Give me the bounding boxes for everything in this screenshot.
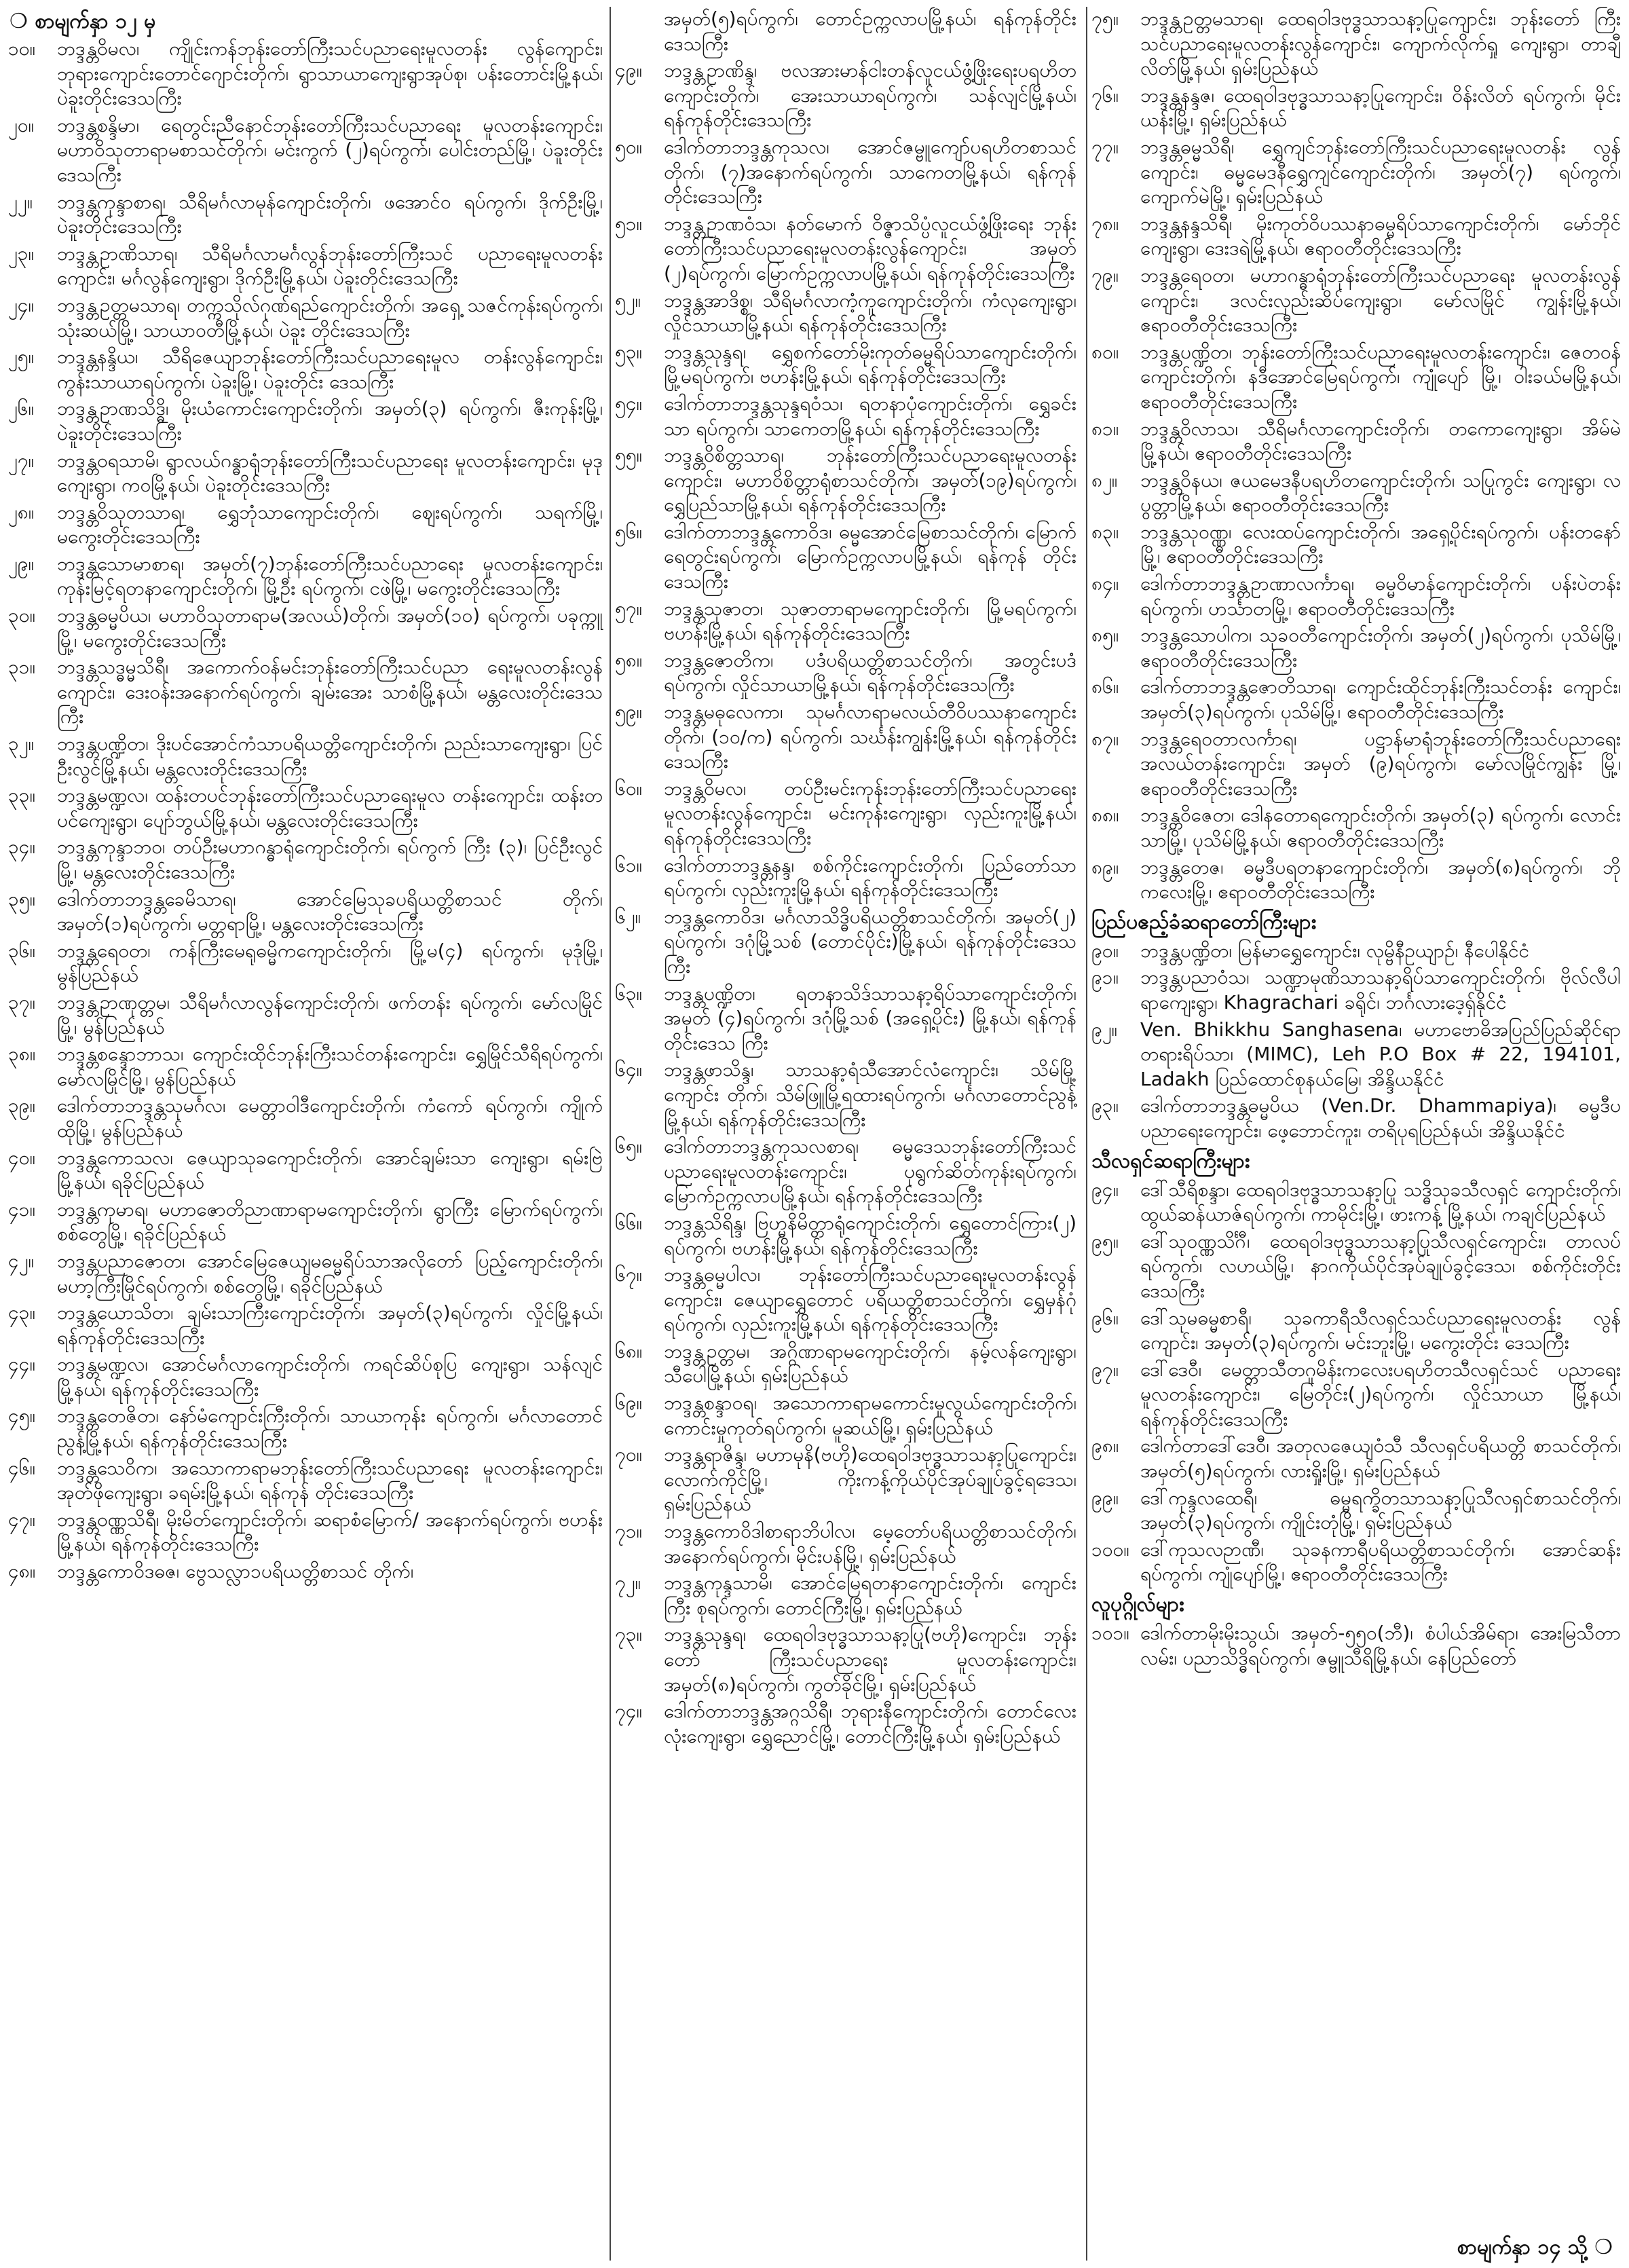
list-item [1091,1178,1621,1227]
item-number: ၉၈။ [1091,1434,1119,1457]
item-number: ၂၈။ [8,500,35,523]
item-number: ၈၉။ [1091,855,1119,878]
list-item [8,1197,603,1247]
item-text: ဘဒ္ဒန္တဥာဏသိဒ္ဓိ၊ မိုးယံကောင်းကျောင်းတိုက်၊ အမှတ်(၃) ရပ်ကွက်၊ ဇီးကုန်းမြို့၊ ပဲခူးတိုင်းဒေသကြီး [57,397,603,445]
list-item [1091,572,1621,621]
item-number: ၈၁။ [1091,417,1119,440]
item-number: ၅၁။ [615,212,642,235]
list-item [1091,1229,1621,1304]
item-text: ဘဒ္ဒန္တဝဏ္ဏသိရီ၊ မိုးမိတ်ကျောင်းတိုက်၊ ဆရာစံမြောက်/ အနောက်ရပ်ကွက်၊ ဗဟန်းမြို့နယ်၊ ရန်ကုန်တိုင်းဒေသကြီး [57,1508,603,1556]
item-text: ဘဒ္ဒန္တပဏ္ဍိတ၊ မြန်မာရွှေကျောင်း၊ လုမ္ဗိနီဥယျာဉ်၊ နီပေါနိုင်ငံ [1140,939,1530,962]
item-number: ၃၂။ [8,732,34,756]
list-item [8,783,603,833]
list-item [615,1622,1076,1697]
item-number: ၇၅။ [1091,7,1119,30]
item-text: ဘဒ္ဒန္တဥာဏုတ္တမ၊ သီရိမင်္ဂလာလွန်ကျောင်းတိုက်၊ ဖက်တန်း ရပ်ကွက်၊ မော်လမြိုင်မြို့၊ မွန်ပြည်နယ် [57,990,603,1039]
item-text: ဒေါက်တာဘဒ္ဒန္တကုသလ၊ အောင်ဇမ္ဗူကျော်ပရဟိတစာသင် တိုက်၊ (၇)အနောက်ရပ်ကွက်၊ သာကေတမြို့နယ်၊ ရန်ကုန် တိုင်းဒေသကြီး [664,135,1076,208]
item-text: ဘဒ္ဒန္တမဏ္ဍလ၊ အောင်မင်္ဂလာကျောင်းတိုက်၊ ကရင်ဆိပ်စုပြ ကျေးရွာ၊ သန်လျင်မြို့နယ်၊ ရန်ကုန်တိုင်းဒေသကြီး [57,1353,603,1400]
item-number: ၆၆။ [615,1211,642,1234]
item-text: ဘဒ္ဒန္တဥတ္တမ၊ အဂ္ဂိဏာရာမကျောင်းတိုက်၊ နမ့်လန်ကျေးရွာ၊ သီပေါမြို့နယ်၊ ရှမ်းပြည်နယ် [664,1339,1076,1388]
item-text: ဒေါ်ဒေဝီ၊ မေတ္တာသီတဂူမိန်းကလေးပရဟိတသီလရှင်သင် ပညာရေးမူလတန်းကျောင်း၊ မြေတိုင်း(၂)ရပ်ကွက်၊ လှိုင်သာယာ မြို့နယ်၊ ရန်ကုန်တိုင်းဒေသကြီး [1140,1358,1621,1430]
item-number: ၄၆။ [8,1456,35,1479]
item-number: ၂၉။ [8,552,34,575]
item-number: ၆၃။ [615,982,642,1005]
item-number: ၈၅။ [1091,624,1119,647]
item-number: ၆၄။ [615,1058,642,1081]
list-item [8,732,603,781]
item-number: ၈၄။ [1091,572,1119,595]
list-item [1091,1018,1621,1092]
list-item [1091,855,1621,905]
item-number: ၃၃။ [8,784,35,807]
item-text: ဘဒ္ဒန္တသောပါက၊ သုခဝတီကျောင်းတိုက်၊ အမှတ်(၂)ရပ်ကွက်၊ ပုသိမ်မြို့၊ ဧရာဝတီတိုင်းဒေသကြီး [1140,624,1621,671]
item-text: ဘဒ္ဒန္တဖာသိန္ဒ၊ သာသနာ့ရံသီအောင်လံကျောင်း၊ သိမ်မြို့ကျောင်း တိုက်၊ သိမ်ဖြူမြို့ရထားရပ်ကွက်၊ မင်္ဂလာတောင်ညွန့်မြို့နယ်၊ ရန်ကုန်တိုင်းဒေသကြီး [664,1058,1076,1131]
item-text: ဘဒ္ဒန္တနန္ဒိယ၊ သီရိဇေယျာဘုန်းတော်ကြီးသင်ပညာရေးမူလ တန်းလွန်ကျောင်း၊ ကွန်းသာယာရပ်ကွက်၊ ပဲခူးမြို့၊ ပဲခူးတိုင်း ဒေသကြီး [57,346,603,393]
item-number: ၅၈။ [615,648,643,671]
list-item [8,37,603,111]
item-number: ၇၆။ [1091,83,1119,107]
item-number: ၃၈။ [8,1043,36,1066]
item-number: ၇၃။ [615,1623,642,1646]
item-number: ၅၄။ [615,392,642,415]
item-text: ဒေါက်တာဘဒ္ဒန္တခေမိသာရ၊ အောင်မြေသုခပရိယတ္တိစာသင် တိုက်၊ အမှတ်(၁)ရပ်ကွက်၊ မတ္တရာမြို့၊ မန္တလေးတိုင်းဒေသကြီး [57,887,603,935]
list-item [615,1339,1076,1389]
item-number: ၂၂။ [8,190,33,213]
item-text: ဘဒ္ဒန္တဝိမလ၊ ကျိုင်းကန်ဘုန်းတော်ကြီးသင်ပညာရေးမူလတန်း လွန်ကျောင်း၊ ဘုရားကျောင်းတောင်ဂျောင်းတိုက်၊ ရွာသာယာကျေးရွာအုပ်စု၊ ပန်းတောင်းမြို့နယ်၊ ပဲခူးတိုင်းဒေသကြီး [57,37,603,110]
item-text: ဘဒ္ဒန္တအာဒိစ္စ၊ သီရိမင်္ဂလာကံ့ကူကျောင်းတိုက်၊ ကံလုကျေးရွာ၊ လှိုင်သာယာမြို့နယ်၊ ရန်ကုန်တိုင်းဒေသကြီး [664,289,1076,337]
list-item [1091,83,1621,133]
item-number: ၅၂။ [615,289,641,312]
item-text: ဘဒ္ဒန္တဝရသာမိ၊ ရွာလယ်ဂန္ဓာရုံဘုန်းတော်ကြီးသင်ပညာရေး မူလတန်းကျောင်း၊ မုဒုကျေးရွာ၊ ကဝမြို့နယ်၊ ပဲခူးတိုင်းဒေသကြီး [57,449,603,497]
item-text: ဘဒ္ဒန္တဓမ္မပါလ၊ ဘုန်းတော်ကြီးသင်ပညာရေးမူလတန်းလွန် ကျောင်း၊ ဇေယျာရွှေတောင် ပရိယတ္တိစာသင်တိုက်၊ ရွှေမှန်ဂုံ ရပ်ကွက်၊ လှည်းကူးမြို့နယ်၊ ရန်ကုန်တိုင်းဒေသကြီး [664,1263,1076,1336]
list-item [615,853,1076,903]
item-text: Ven. Bhikkhu Sanghasena၊ မဟာဗောဓိအပြည်ပြည်ဆိုင်ရာ တရားရိပ်သာ၊ (MIMC), Leh P.O Box # 22, 194101, Ladakh ပြည်ထောင်စုနယ်မြေ၊ အိန္ဒိယနိုင်ငံ [1140,1018,1621,1090]
item-text: ဘဒ္ဒန္တပဏ္ဍိတ၊ ဘုန်းတော်ကြီးသင်ပညာရေးမူလတန်းကျောင်း၊ ဇေတဝန်ကျောင်းတိုက်၊ နဒီအောင်မြေရပ်ကွက်၊ ကျုံပျော် မြို့၊ ဝါးခယ်မမြို့နယ်၊ ဧရာဝတီတိုင်းဒေသကြီး [1140,340,1621,413]
item-text: ဘဒ္ဒန္တရေဝတ၊ မဟာဂန္ဓာရုံဘုန်းတော်ကြီးသင်ပညာရေး မူလတန်းလွန်ကျောင်း၊ ဒလင်းလှည်းဆိပ်ကျေးရွာ၊ မော်လမြိုင် ကျွန်းမြို့နယ်၊ ဧရာဝတီတိုင်းဒေသကြီး [1140,263,1621,337]
item-number: ၉၀။ [1091,939,1119,962]
item-text: ဒေါက်တာဘဒ္ဒန္တဥာဏာလင်္ကာရ၊ ဓမ္မဝိမာန်ကျောင်းတိုက်၊ ပန်းပဲတန်းရပ်ကွက်၊ ဟင်္သာတမြို့၊ ဧရာဝတီတိုင်းဒေသကြီး [1140,572,1621,620]
item-number: ၅၅။ [615,444,642,467]
item-text: ဘဒ္ဒန္တဥာဏဝံသ၊ နတ်မောက် ဝိဇ္ဇာသိပ္ပံလူငယ်ဖွံ့ဖြိုးရေး ဘုန်းတော်ကြီးသင်ပညာရေးမူလတန်းလွန်ကျောင်း၊ အမှတ် (၂)ရပ်ကွက်၊ မြောက်ဥက္ကလာပမြို့နယ်၊ ရန်ကုန်တိုင်းဒေသကြီး [664,212,1076,284]
item-text: ဘဒ္ဒန္တမဓုလေကာ၊ သုမင်္ဂလာရာမလယ်တီဝိပဿနာကျောင်း တိုက်၊ (၁၀/က) ရပ်ကွက်၊ သင်္ဃန်းကျွန်းမြို့နယ်၊ ရန်ကုန်တိုင်း ဒေသကြီး [664,701,1076,773]
list-col3 [1091,7,1621,1671]
item-number: ၈၆။ [1091,675,1119,699]
item-number: ၂၄။ [8,293,34,316]
list-item [1091,965,1621,1015]
item-number: ၉၃။ [1091,1094,1119,1117]
list-item [615,905,1076,980]
list-item [615,7,1076,56]
item-text: ဘဒ္ဒန္တပဏ္ဍိတ၊ ဒိုးပင်အောင်ကံသာပရိယတ္တိကျောင်းတိုက်၊ ညည်းသာကျေးရွာ၊ ပြင်ဦးလွင်မြို့နယ်၊ မန္တလေးတိုင်းဒေသကြီး [57,732,603,780]
list-item [615,1699,1076,1749]
column-2 [610,7,1082,2261]
item-text: ဘဒ္ဒန္တသိရိန္ဒ၊ ဗြဟ္မနိမိတ္တာရုံကျောင်းတိုက်၊ ရွှေတောင်ကြား(၂) ရပ်ကွက်၊ ဗဟန်းမြို့နယ်၊ ရန်ကုန်တိုင်းဒေသကြီး [664,1211,1076,1259]
list-item [8,242,603,291]
list-item [1091,263,1621,338]
section-heading: လူပုဂ္ဂိုလ်များ [1091,1593,1184,1617]
item-text: ဘဒ္ဒန္တသုဇာတ၊ သုဇာတာရာမကျောင်းတိုက်၊ မြို့မရပ်ကွက်၊ ဗဟန်းမြို့နယ်၊ ရန်ကုန်တိုင်းဒေသကြီး [664,597,1076,645]
list-item [615,597,1076,646]
item-text: ဘဒ္ဒန္တပဏ္ဍိတ၊ ရတနာသိဒ်သာသနာ့ရိပ်သာကျောင်းတိုက်၊ အမှတ် (၄)ရပ်ကွက်၊ ဒဂုံမြို့သစ် (အရှေ့ပိုင်း) မြို့နယ်၊ ရန်ကုန် တိုင်းဒေသ ကြီး [664,982,1076,1054]
list-item [8,1094,603,1143]
list-item [615,1391,1076,1440]
list-item [615,700,1076,775]
item-text: ဒေါက်တာဘဒ္ဒန္တကုသလစာရ၊ ဓမ္မဒေသဘုန်းတော်ကြီးသင် ပညာရေးမူလတန်းကျောင်း၊ ပုရွက်ဆိတ်ကုန်းရပ်ကွက်၊ မြောက်ဥက္ကလာပမြို့နယ်၊ ရန်ကုန်တိုင်းဒေသကြီး [664,1135,1076,1208]
list-item [615,340,1076,390]
item-text: ဘဒ္ဒန္တဓမ္မသိရီ၊ ရွှေကျင်ဘုန်းတော်ကြီးသင်ပညာရေးမူလတန်း လွန်ကျောင်း၊ ဓမ္မမေဒနီရွှေကျင်ကျောင်းတိုက်၊ အမှတ်(၇) ရပ်ကွက်၊ ကျောက်မဲမြို့၊ ရှမ်းပြည်နယ် [1140,135,1621,208]
item-text: ဒေါက်တာဘဒ္ဒန္တဓမ္မပိယ (Ven.Dr. Dhammapiya)၊ ဓမ္မဒီပ ပညာရေးကျောင်း၊ ဖေ့ဘောင်ကူး၊ တရိပုရပြည်နယ်၊ အိန္ဒိယနိုင်ငံ [1140,1094,1621,1142]
item-text: ဘဒ္ဒန္တကောသလ၊ ဇေယျာသုခကျောင်းတိုက်၊ အောင်ချမ်းသာ ကျေးရွာ၊ ရမ်းဗြဲမြို့နယ်၊ ရခိုင်ပြည်နယ် [57,1146,603,1194]
item-number: ၉၇။ [1091,1358,1119,1381]
item-text: ဘဒ္ဒန္တမဏ္ဍလ၊ ထန်းတပင်ဘုန်းတော်ကြီးသင်ပညာရေးမူလ တန်းကျောင်း၊ ထန်းတပင်ကျေးရွာ၊ ပျော်ဘွယ်မြို့နယ်၊ မန္တလေးတိုင်းဒေသကြီး [57,784,603,832]
list-item [1091,417,1621,466]
item-text: ဘဒ္ဒန္တစန္ဒောဘာသ၊ ကျောင်းထိုင်ဘုန်းကြီးသင်တန်းကျောင်း၊ ရွှေမြိုင်သီရိရပ်ကွက်၊ မော်လမြိုင်မြို့၊ မွန်ပြည်နယ် [57,1043,603,1090]
list-item [1091,623,1621,673]
list-item [8,1301,603,1350]
list-item [1091,1434,1621,1483]
item-text: ဘဒ္ဒန္တယောသိတ၊ ချမ်းသာကြီးကျောင်းတိုက်၊ အမှတ်(၃)ရပ်ကွက်၊ လှိုင်မြို့နယ်၊ ရန်ကုန်တိုင်းဒေသကြီး [57,1301,603,1349]
item-text: ဘဒ္ဒန္တရေဝတာလင်္ကာရ၊ ပဋ္ဌာန်မာရုံဘုန်းတော်ကြီးသင်ပညာရေး အလယ်တန်းကျောင်း၊ အမှတ် (၉)ရပ်ကွက်၊ မော်လမြိုင်ကျွန်း မြို့၊ ဧရာဝတီတိုင်းဒေသကြီး [1140,727,1621,800]
item-number: ၁၀။ [8,37,35,60]
list-item [8,449,603,498]
item-text: ဒေါ်သုမဓမ္မစာရီ၊ သုခကာရီသီလရှင်သင်ပညာရေးမူလတန်း လွန်ကျောင်း၊ အမှတ်(၃)ရပ်ကွက်၊ မင်းဘူးမြို့၊ မကွေးတိုင်း ဒေသကြီး [1140,1306,1621,1354]
item-number: ၃၉။ [8,1094,35,1117]
list-item [615,1571,1076,1620]
item-number: ၃၆။ [8,939,35,962]
list-item [8,655,603,730]
list-item [615,1519,1076,1569]
item-number: ၅၇။ [615,597,642,620]
list-item [8,293,603,343]
item-number: ၃၁။ [8,656,35,679]
list-item [1091,675,1621,724]
list-item [615,777,1076,851]
list-item [615,392,1076,441]
list-item [1091,1094,1621,1143]
list-item [615,289,1076,338]
columns [0,7,1629,2261]
list-item [8,1508,603,1557]
list-item [1091,340,1621,415]
item-text: ဘဒ္ဒန္တတေဇ၊ ဓမ္မဒီပရတနာကျောင်းတိုက်၊ အမှတ်(၈)ရပ်ကွက်၊ ဘိုကလေးမြို့၊ ဧရာဝတီတိုင်းဒေသကြီး [1140,855,1621,904]
list-item [615,58,1076,133]
item-number: ၆၀။ [615,777,642,800]
item-text: ဒေါက်တာဘဒ္ဒန္တအဂ္ဂသိရီ၊ ဘုရားနီကျောင်းတိုက်၊ တောင်လေး လုံးကျေးရွာ၊ ရွှေညောင်မြို့၊ တောင်ကြီးမြို့နယ်၊ ရှမ်းပြည်နယ် [664,1700,1076,1747]
item-text: ဘဒ္ဒန္တဝိသုတသာရ၊ ရွှေဘုံသာကျောင်းတိုက်၊ ဈေးရပ်ကွက်၊ သရက်မြို့၊ မကွေးတိုင်းဒေသကြီး [57,500,603,549]
list-item [615,135,1076,210]
item-text: ဘဒ္ဒန္တကုမာရ၊ မဟာဇောတိညာဏာရာမကျောင်းတိုက်၊ ရွာကြီး မြောက်ရပ်ကွက်၊ စစ်တွေမြို့၊ ရခိုင်ပြည်နယ် [57,1197,603,1246]
item-text: ဘဒ္ဒန္တနန္ဒဇ၊ ထေရဝါဒဗုဒ္ဓသာသနာ့ပြုကျောင်း၊ ဝိန်းလိတ် ရပ်ကွက်၊ မိုင်းယန်းမြို့၊ ရှမ်းပြည်နယ် [1140,83,1621,132]
list-item [8,345,603,394]
item-number: ၄၄။ [8,1353,35,1376]
item-number: ၁၀၁။ [1091,1622,1129,1645]
item-number: ၂၃။ [8,242,34,265]
list-item [1091,1538,1621,1587]
item-number: ၇၉။ [1091,263,1119,286]
item-number: ၈၈။ [1091,804,1119,827]
item-text: ဘဒ္ဒန္တဓမ္မပိယ၊ မဟာဝိသုတာရာမ(အလယ်)တိုက်၊ အမှတ်(၁၀) ရပ်ကွက်၊ ပခုက္ကူမြို့၊ မကွေးတိုင်းဒေသကြီး [57,604,603,652]
continued-from-header [7,7,591,38]
item-text: ဘဒ္ဒန္တပညာဝံသ၊ သဏ္ဍာမုဏိသာသနာ့ရိပ်သာကျောင်းတိုက်၊ ဗိုလ်လီပါရာကျေးရွာ၊ Khagrachari ခရိုင်၊ ဘင်္ဂလားဒေ့ရှ်နိုင်ငံ [1140,966,1621,1014]
item-number: ၇၁။ [615,1520,642,1543]
item-text: ဘဒ္ဒန္တသုန္ဒရ၊ ရွှေစက်တော်မိုးကုတ်ဓမ္မရိပ်သာကျောင်းတိုက်၊ မြို့မရပ်ကွက်၊ ဗဟန်းမြို့နယ်၊ ရန်ကုန်တိုင်းဒေသကြီး [664,340,1076,388]
item-number: ၉၄။ [1091,1178,1119,1201]
item-number: ၈၀။ [1091,340,1119,363]
item-text: ဘဒ္ဒန္တသေဝိက၊ အသောကာရာမဘုန်းတော်ကြီးသင်ပညာရေး မူလတန်းကျောင်း၊ အုတ်ဖိုကျေးရွာ၊ ခရမ်းမြို့နယ်၊ ရန်ကုန် တိုင်းဒေသကြီး [57,1456,603,1504]
item-number: ၅၉။ [615,701,642,724]
item-number: ၈၂။ [1091,468,1118,491]
item-number: ၄၃။ [8,1301,35,1324]
item-text: ဒေါက်တာဘဒ္ဒန္တကောဝိဒ၊ ဓမ္မအောင်မြေစာသင်တိုက်၊ မြောက်ရေတွင်းရပ်ကွက်၊ မြောက်ဥက္ကလာပမြို့နယ်၊ ရန်ကုန် တိုင်းဒေသကြီး [664,520,1076,593]
item-number: ၆၅။ [615,1135,642,1158]
item-text: ဒေါ်သုဝဏ္ဏသိင်္ဂီ၊ ထေရဝါဒဗုဒ္ဓသာသနာ့ပြုသီလရှင်ကျောင်း၊ တာလပ်ရပ်ကွက်၊ လဟယ်မြို့၊ နာဂကိုယ်ပိုင်အုပ်ချုပ်ခွင့်ဒေသ၊ စစ်ကိုင်းတိုင်းဒေသကြီး [1140,1229,1621,1302]
list-item [8,1352,603,1402]
item-number: ၄၈။ [8,1560,36,1583]
item-text: ဘဒ္ဒန္တဝိလာသ၊ သီရိမင်္ဂလာကျောင်းတိုက်၊ တကောကျေးရွာ၊ အိမ်မဲမြို့နယ်၊ ဧရာဝတီတိုင်းဒေသကြီး [1140,417,1621,465]
list-item [615,520,1076,595]
item-text: ဒေါက်တာမိုးမိုးသွယ်၊ အမှတ်-၅၅၀(ဘီ)၊ စံပါယ်အိမ်ရာ၊ အေးမြသီတာလမ်း၊ ပညာသိဒ္ဓိရပ်ကွက်၊ ဇမ္ဗူသီရိမြို့နယ်၊ နေပြည်တော် [1140,1622,1621,1669]
item-number: ၈၃။ [1091,520,1119,543]
item-text: ဘဒ္ဒန္တတေဇိတ၊ နော်မံကျောင်းကြီးတိုက်၊ သာယာကုန်း ရပ်ကွက်၊ မင်္ဂလာတောင်ညွန့်မြို့နယ်၊ ရန်ကုန်တိုင်းဒေသကြီး [57,1405,603,1453]
item-text: ဘဒ္ဒန္တပညာဇောတ၊ အောင်မြေဇေယျမဓမ္မရိပ်သာအလိုတော် ပြည့်ကျောင်းတိုက်၊ မဟာ့ကြီးမြိုင်ရပ်ကွက်၊ စစ်တွေမြို့၊ ရခိုင်ပြည်နယ် [57,1249,603,1297]
list-item [615,1211,1076,1261]
item-number: ၄၇။ [8,1508,35,1531]
item-text: ဒေါက်တာဘဒ္ဒန္တသုမင်္ဂလ၊ မေတ္တာဝါဒီကျောင်းတိုက်၊ ကံကော် ရပ်ကွက်၊ ကျိုက်ထိုမြို့၊ မွန်ပြည်နယ် [57,1094,603,1142]
list-item [615,212,1076,286]
item-number: ၆၁။ [615,853,642,876]
item-text: ဘဒ္ဒန္တရာဇိန္ဒ၊ မဟာမုနိ(ဗဟို)ထေရဝါဒဗုဒ္ဓသာသနာ့ပြုကျောင်း၊ လောက်ကိုင်မြို့၊ ကိုးကန့်ကိုယ်ပိုင်အုပ်ချုပ်ခွင့်ရဒေသ၊ ရှမ်းပြည်နယ် [664,1443,1076,1516]
list-item [1091,212,1621,261]
list-item [1091,1306,1621,1356]
section-heading: ပြည်ပဧည့်ခံဆရာတော်ကြီးများ [1091,910,1317,934]
list-item [1091,520,1621,570]
item-number: ၇၄။ [615,1700,642,1723]
item-text: ဒေါက်တာဘဒ္ဒန္တသုန္ဒရဝံသ၊ ရတနာပုံကျောင်းတိုက်၊ ရွှေခင်းသာ ရပ်ကွက်၊ သာကေတမြို့နယ်၊ ရန်ကုန်တိုင်းဒေသကြီး [664,392,1076,440]
item-text: ဒေါက်တာဘဒ္ဒန္တနန္ဒ၊ စစ်ကိုင်းကျောင်းတိုက်၊ ပြည်တော်သာ ရပ်ကွက်၊ လှည်းကူးမြို့နယ်၊ ရန်ကုန်တိုင်းဒေသကြီး [664,853,1076,901]
item-number: ၃၇။ [8,990,35,1014]
item-text: ဒေါ်သီရိစန္ဒာ၊ ထေရဝါဒဗုဒ္ဓသာသနာ့ပြု သဒ္ဓိသုခသီလရှင် ကျောင်းတိုက်၊ ထွယ်ဆန်ယာဇ်ရပ်ကွက်၊ ကာမိုင်းမြို့၊ ဖားကန့် မြို့နယ်၊ ကချင်ပြည်နယ် [1140,1178,1621,1226]
item-number: ၆၂။ [615,905,641,928]
list-item [1091,468,1621,518]
item-number: ၅၀။ [615,135,642,158]
item-number: ၇၇။ [1091,135,1119,158]
item-text: ဘဒ္ဒန္တဥာဏိန္ဒ၊ ဗလအားမာန်ငါးတန်လူငယ်ဖွံ့ဖြိုးရေးပရဟိတ ကျောင်းတိုက်၊ အေးသာယာရပ်ကွက်၊ သန်လျင်မြို့နယ်၊ ရန်ကုန်တိုင်းဒေသကြီး [664,59,1076,132]
item-text: ဘဒ္ဒန္တစန္ဒိမာ၊ ရေတွင်းညီနောင်ဘုန်းတော်ကြီးသင်ပညာရေး မူလတန်းကျောင်း၊ မဟာဝိသုတာရာမစာသင်တိုက်၊ မင်းကွက် (၂)ရပ်ကွက်၊ ပေါင်းတည်မြို့၊ ပဲခူးတိုင်းဒေသကြီး [57,113,603,186]
item-text: ဘဒ္ဒန္တဇောတိက၊ ပဒံပရိယတ္တိစာသင်တိုက်၊ အတွင်းပဒံ ရပ်ကွက်၊ လှိုင်သာယာမြို့နယ်၊ ရန်ကုန်တိုင်းဒေသကြီး [664,648,1076,696]
list-item [1091,1358,1621,1432]
item-text: ဒေါ်ကုန္ဒလထေရီ၊ ဓမ္မရက္ခိတသာသနာ့ပြုသီလရှင်စာသင်တိုက်၊ အမှတ်(၃)ရပ်ကွက်၊ ကျိုင်းတုံမြို့၊ ရှမ်းပြည်နယ် [1140,1486,1621,1534]
list-item [615,1263,1076,1337]
list-col2 [615,7,1076,1749]
list-item [8,1404,603,1453]
item-number: ၃၅။ [8,887,35,910]
item-number: ၄၂။ [8,1249,34,1272]
item-number: ၉၅။ [1091,1229,1119,1252]
item-text: ဘဒ္ဒန္တဥာဏိသာရ၊ သီရိမင်္ဂလာမင်္ဂလွန်ဘုန်းတော်ကြီးသင် ပညာရေးမူလတန်းကျောင်း၊ မင်္ဂလွန်ကျေးရွာ၊ ဒိုက်ဦးမြို့နယ်၊ ပဲခူးတိုင်းဒေသကြီး [57,242,603,290]
list-item [1091,1621,1621,1671]
item-text: ဘဒ္ဒန္တဝိစိတ္တသာရ၊ ဘုန်းတော်ကြီးသင်ပညာရေးမူလတန်း ကျောင်း၊ မဟာဝိစိတ္တာရုံစာသင်တိုက်၊ အမှတ်(၁၉)ရပ်ကွက်၊ ရွှေပြည်သာမြို့နယ်၊ ရန်ကုန်တိုင်းဒေသကြီး [664,444,1076,517]
item-number: ၉၆။ [1091,1306,1119,1329]
item-text: ဘဒ္ဒန္တကောဝိဒ၊ မင်္ဂလာသိဒ္ဓိပရိယတ္တိစာသင်တိုက်၊ အမှတ်(၂) ရပ်ကွက်၊ ဒဂုံမြို့သစ် (တောင်ပိုင်း)မြို့နယ်၊ ရန်ကုန်တိုင်းဒေသကြီး [664,905,1076,978]
list-col1 [8,37,603,1584]
list-item [615,1134,1076,1209]
item-text: ဘဒ္ဒန္တဥတ္တမသာရ၊ ထေရဝါဒဗုဒ္ဓသာသနာ့ပြုကျောင်း၊ ဘုန်းတော် ကြီးသင်ပညာရေးမူလတန်းလွန်ကျောင်း၊ ကျောက်လိုက်ရှု ကျေးရွာ၊ တာချီလိတ်မြို့နယ်၊ ရှမ်းပြည်နယ် [1140,7,1621,80]
item-number: ၇၈။ [1091,212,1119,235]
list-item [615,1443,1076,1517]
list-item [8,1559,603,1584]
item-text: ဘဒ္ဒန္တသုန္ဒရ၊ ထေရဝါဒဗုဒ္ဓသာသနာ့ပြု(ဗဟို)ကျောင်း၊ ဘုန်းတော် ကြီးသင်ပညာရေး မူလတန်းကျောင်း၊ အမှတ်(၈)ရပ်ကွက်၊ ကွတ်ခိုင်မြို့၊ ရှမ်းပြည်နယ် [664,1623,1076,1696]
item-number: ၄၁။ [8,1197,35,1221]
item-number: ၄၉။ [615,59,642,82]
item-number: ၄၅။ [8,1405,35,1428]
item-number: ၂၅။ [8,346,34,369]
column-1 [4,7,608,2261]
list-item [615,1058,1076,1132]
item-text: ဘဒ္ဒန္တစန္ဒာဝရ၊ အသောကာရာမကောင်းမှုလွယ်ကျောင်းတိုက်၊ ကောင်းမှုကုတ်ရပ်ကွက်၊ မူဆယ်မြို့၊ ရှမ်းပြည်နယ် [664,1392,1076,1439]
list-item [615,648,1076,698]
item-text: ဘဒ္ဒန္တနန္ဒသိရီ၊ မိုးကုတ်ဝိပဿနာဓမ္မရိပ်သာကျောင်းတိုက်၊ မော်ဘိုင်ကျေးရွာ၊ ဒေးဒရဲမြို့နယ်၊ ဧရာဝတီတိုင်းဒေသကြီး [1140,212,1621,260]
list-item [8,1146,603,1195]
list-item [615,443,1076,518]
list-item [8,990,603,1040]
list-item [8,887,603,937]
list-item [1091,727,1621,802]
list-item [1091,939,1621,964]
item-text: ဘဒ္ဒန္တကုန္ဒသာမိ၊ အောင်မြေရတနာကျောင်းတိုက်၊ ကျောင်းကြီး စုရပ်ကွက်၊ တောင်ကြီးမြို့၊ ရှမ်းပြည်နယ် [664,1572,1076,1619]
column-3 [1086,7,1626,2261]
section-heading: သီလရှင်ဆရာကြီးများ [1091,1149,1250,1173]
item-text: ဒေါက်တာဘဒ္ဒန္တဇောတိသာရ၊ ကျောင်းထိုင်ဘုန်းကြီးသင်တန်း ကျောင်း၊ အမှတ်(၃)ရပ်ကွက်၊ ပုသိမ်မြို့၊ ဧရာဝတီတိုင်းဒေသကြီး [1140,675,1621,724]
item-text: ဘဒ္ဒန္တရေဝတ၊ ကန်ကြီးမေရုဓမ္မိကကျောင်းတိုက်၊ မြို့မ(၄) ရပ်ကွက်၊ မုဒုံမြို့၊ မွန်ပြည်နယ် [57,939,603,987]
list-item [8,1456,603,1506]
item-number: ၈၇။ [1091,727,1119,750]
list-item [8,396,603,446]
item-number: ၇၀။ [615,1443,642,1466]
list-item [1091,803,1621,853]
item-number: ၁၀၀။ [1091,1538,1129,1561]
item-text: ဘဒ္ဒန္တသောမာစာရ၊ အမှတ်(၇)ဘုန်းတော်ကြီးသင်ပညာရေး မူလတန်းကျောင်း၊ ကုန်းမြင့်ရတနာကျောင်းတိုက်၊ မြို့ဦး ရပ်ကွက်၊ ငဖဲမြို့၊ မကွေးတိုင်းဒေသကြီး [57,552,603,600]
list-item [8,552,603,601]
item-text: ဘဒ္ဒန္တဥတ္တမသာရ၊ တက္ကသိုလ်ဂုဏ်ရည်ကျောင်းတိုက်၊ အရှေ့ သဇင်ကုန်းရပ်ကွက်၊ သုံးဆယ်မြို့၊ သာယာဝတီမြို့နယ်၊ ပဲခူး တိုင်းဒေသကြီး [57,293,603,341]
item-number: ၆၈။ [615,1339,643,1362]
item-number: ၂၆။ [8,397,34,420]
item-text: ဘဒ္ဒန္တဝိမလ၊ တပ်ဦးမင်းကုန်းဘုန်းတော်ကြီးသင်ပညာရေး မူလတန်းလွန်ကျောင်း၊ မင်းကုန်းကျေးရွာ၊ လှည်းကူးမြို့နယ်၊ ရန်ကုန်တိုင်းဒေသကြီး [664,777,1076,849]
item-number: ၉၉။ [1091,1486,1119,1509]
item-number: ၃၀။ [8,604,35,627]
item-number: ၅၃။ [615,340,642,363]
item-text: ဘဒ္ဒန္တကောဝိဒဓဇ၊ ဗွေသလ္လာ၁ပရိယတ္တိစာသင် တိုက်၊ [57,1560,414,1583]
list-item [1091,135,1621,210]
continued-to-label: စာမျက်နှာ ၁၄ သို့ ❍ [1457,2235,1613,2259]
item-text: ဘဒ္ဒန္တဝိနယ၊ ဇယမေဒနီပရဟိတကျောင်းတိုက်၊ သပြုကွင်း ကျေးရွာ၊ လပွတ္တာမြို့နယ်၊ ဧရာဝတီတိုင်းဒေသကြီး [1140,468,1621,517]
item-number: ၅၆။ [615,520,642,543]
item-number: ၉၁။ [1091,966,1119,989]
item-text: အမှတ်(၅)ရပ်ကွက်၊ တောင်ဥက္ကလာပမြို့နယ်၊ ရန်ကုန်တိုင်း ဒေသကြီး [664,7,1076,55]
item-number: ၇၂။ [615,1572,641,1595]
item-number: ၄၀။ [8,1146,35,1169]
item-text: ဒေါ်ကုသလဉာဏီ၊ သုခနကာရီပရိယတ္တိစာသင်တိုက်၊ အောင်ဆန်းရပ်ကွက်၊ ကျုံပျော်မြို့၊ ဧရာဝတီတိုင်းဒေသကြီး [1140,1538,1621,1586]
item-number: ၆၇။ [615,1263,642,1286]
list-item [8,500,603,550]
item-text: ဘဒ္ဒန္တကုန္ဒာဘဝ၊ တပ်ဦးမဟာဂန္ဓာရုံကျောင်းတိုက်၊ ရပ်ကွက် ကြီး (၃)၊ ပြင်ဦးလွင်မြို့၊ မန္တလေးတိုင်းဒေသကြီး [57,836,603,883]
item-number: ၂၀။ [8,113,34,136]
item-text: ဘဒ္ဒန္တသုဝဏ္ဏ၊ လေးထပ်ကျောင်းတိုက်၊ အရှေ့ပိုင်းရပ်ကွက်၊ ပန်းတနော်မြို့၊ ဧရာဝတီတိုင်းဒေသကြီး [1140,520,1621,568]
list-item [8,835,603,885]
list-item [8,603,603,653]
list-item [615,982,1076,1056]
continued-from-label: ❍ စာမျက်နှာ ၁၂ မှ [10,9,156,33]
list-item [8,1042,603,1092]
list-item [8,190,603,240]
item-text: ဘဒ္ဒန္တသဒ္ဓမ္မသိရီ၊ အကောက်ဝန်မင်းဘုန်းတော်ကြီးသင်ပညာ ရေးမူလတန်းလွန်ကျောင်း၊ ဒေးဝန်းအနောက်ရပ်ကွက်၊ ချမ်းအေး သာစံမြို့နယ်၊ မန္တလေးတိုင်းဒေသကြီး [57,656,603,728]
list-item [1091,1486,1621,1536]
item-number: ၉၂။ [1091,1018,1117,1041]
item-number: ၂၇။ [8,449,34,472]
list-item [8,1249,603,1299]
list-item [8,113,603,188]
item-number: ၃၄။ [8,836,35,859]
list-item [8,939,603,988]
item-text: ဘဒ္ဒန္တကောဝိဒါစာရာဘိပါလ၊ မေ့တော်ပရိယတ္တိစာသင်တိုက်၊ အနောက်ရပ်ကွက်၊ မိုင်းပန်မြို့၊ ရှမ်းပြည်နယ် [664,1520,1076,1567]
item-text: ဒေါက်တာဒေါ်ဒေဝီ၊ အတုလဇေယျဝံသီ သီလရှင်ပရိယတ္တိ စာသင်တိုက်၊ အမှတ်(၅)ရပ်ကွက်၊ လားရှိုးမြို့၊ ရှမ်းပြည်နယ် [1140,1434,1621,1483]
list-item [1091,7,1621,81]
item-number: ၆၉။ [615,1392,642,1415]
item-text: ဘဒ္ဒန္တကုန္ဒာစာရ၊ သီရိမင်္ဂလာမုန်ကျောင်းတိုက်၊ ဖအောင်ဝ ရပ်ကွက်၊ ဒိုက်ဦးမြို့၊ ပဲခူးတိုင်းဒေသကြီး [57,190,603,238]
item-text: ဘဒ္ဒန္တဝိဇေတ၊ ဒေါနတောရကျောင်းတိုက်၊ အမှတ်(၃) ရပ်ကွက်၊ လောင်းသာမြို့၊ ပုသိမ်မြို့နယ်၊ ဧရာဝတီတိုင်းဒေသကြီး [1140,804,1621,851]
